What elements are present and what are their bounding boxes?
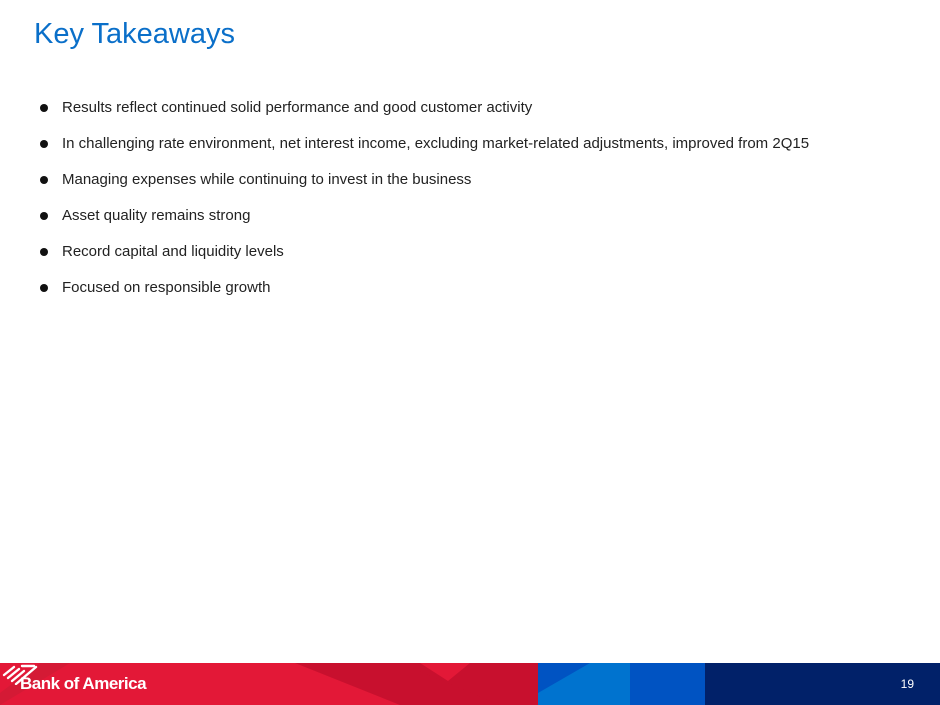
slide-title: Key Takeaways (34, 18, 235, 50)
bullet-text: Managing expenses while continuing to invest in the business (62, 171, 472, 188)
bullet-item (40, 205, 809, 241)
bullet-text: Asset quality remains strong (62, 207, 251, 224)
bullet-icon (40, 248, 48, 256)
bullet-icon (40, 140, 48, 148)
brand-logo-text: Bank of America (20, 674, 147, 693)
flag-logo-icon (0, 663, 38, 685)
bullet-item (40, 169, 809, 205)
bullet-icon (40, 104, 48, 112)
bullet-item (40, 277, 809, 313)
bullet-text: Record capital and liquidity levels (62, 243, 284, 260)
footer-bar (0, 663, 940, 705)
bullet-icon (40, 176, 48, 184)
bullet-text: Focused on responsible growth (62, 279, 271, 296)
bullet-icon (40, 212, 48, 220)
bullet-text: Results reflect continued solid performance and good customer activity (62, 99, 533, 116)
bullet-item (40, 241, 809, 277)
bullet-item (40, 97, 809, 133)
bullet-text: In challenging rate environment, net interest income, excluding market-related adjustments, improved from 2Q15 (62, 135, 810, 152)
page-number: 19 (900, 677, 914, 691)
bullet-icon (40, 284, 48, 292)
takeaways-list (40, 97, 809, 313)
bullet-item (40, 133, 809, 169)
